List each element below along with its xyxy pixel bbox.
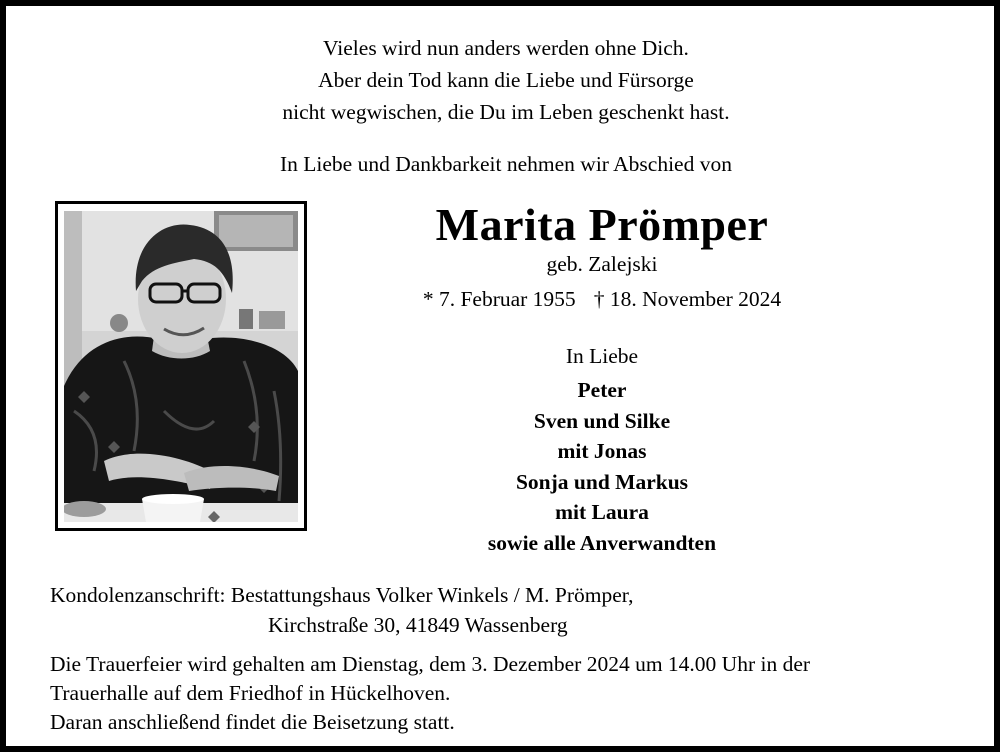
portrait-photo (64, 211, 298, 522)
death-date: † 18. November 2024 (593, 287, 782, 311)
memorial-poem (6, 32, 1000, 128)
funeral-line: Daran anschließend findet die Beisetzung statt. (50, 710, 455, 734)
mourners-list (306, 375, 898, 558)
poem-line: Vieles wird nun anders werden ohne Dich. (323, 36, 689, 60)
birth-date: * 7. Februar 1955 (422, 287, 576, 311)
portrait-frame (55, 201, 307, 531)
mourner-entry: Peter (577, 378, 627, 402)
farewell-intro: In Liebe und Dankbarkeit nehmen wir Abschied von (280, 152, 732, 176)
maiden-name: geb. Zalejski (546, 252, 658, 276)
mourner-entry: Sven und Silke (533, 408, 671, 433)
poem-line: nicht wegwischen, die Du im Leben geschenkt hast. (282, 100, 730, 124)
condolence-line: Kondolenzanschrift: Bestattungshaus Volker Winkels / M. Prömper, (50, 583, 634, 607)
mourner-entry: mit Laura (555, 500, 649, 524)
condolence-address (50, 580, 970, 640)
mourner-entry: sowie alle Anverwandten (487, 530, 717, 555)
deceased-name: Marita Prömper (435, 199, 769, 250)
in-love-heading: In Liebe (565, 344, 639, 368)
funeral-line: Trauerhalle auf dem Friedhof in Hückelhoven. (50, 681, 451, 705)
mourner-entry: mit Jonas (557, 439, 647, 463)
condolence-line: Kirchstraße 30, 41849 Wassenberg (268, 613, 568, 637)
funeral-details (50, 650, 980, 737)
mourner-entry: Sonja und Markus (515, 469, 689, 494)
life-dates (306, 285, 898, 313)
funeral-line: Die Trauerfeier wird gehalten am Dienstag, dem 3. Dezember 2024 um 14.00 Uhr in der (50, 652, 811, 676)
poem-line: Aber dein Tod kann die Liebe und Fürsorge (318, 68, 694, 92)
